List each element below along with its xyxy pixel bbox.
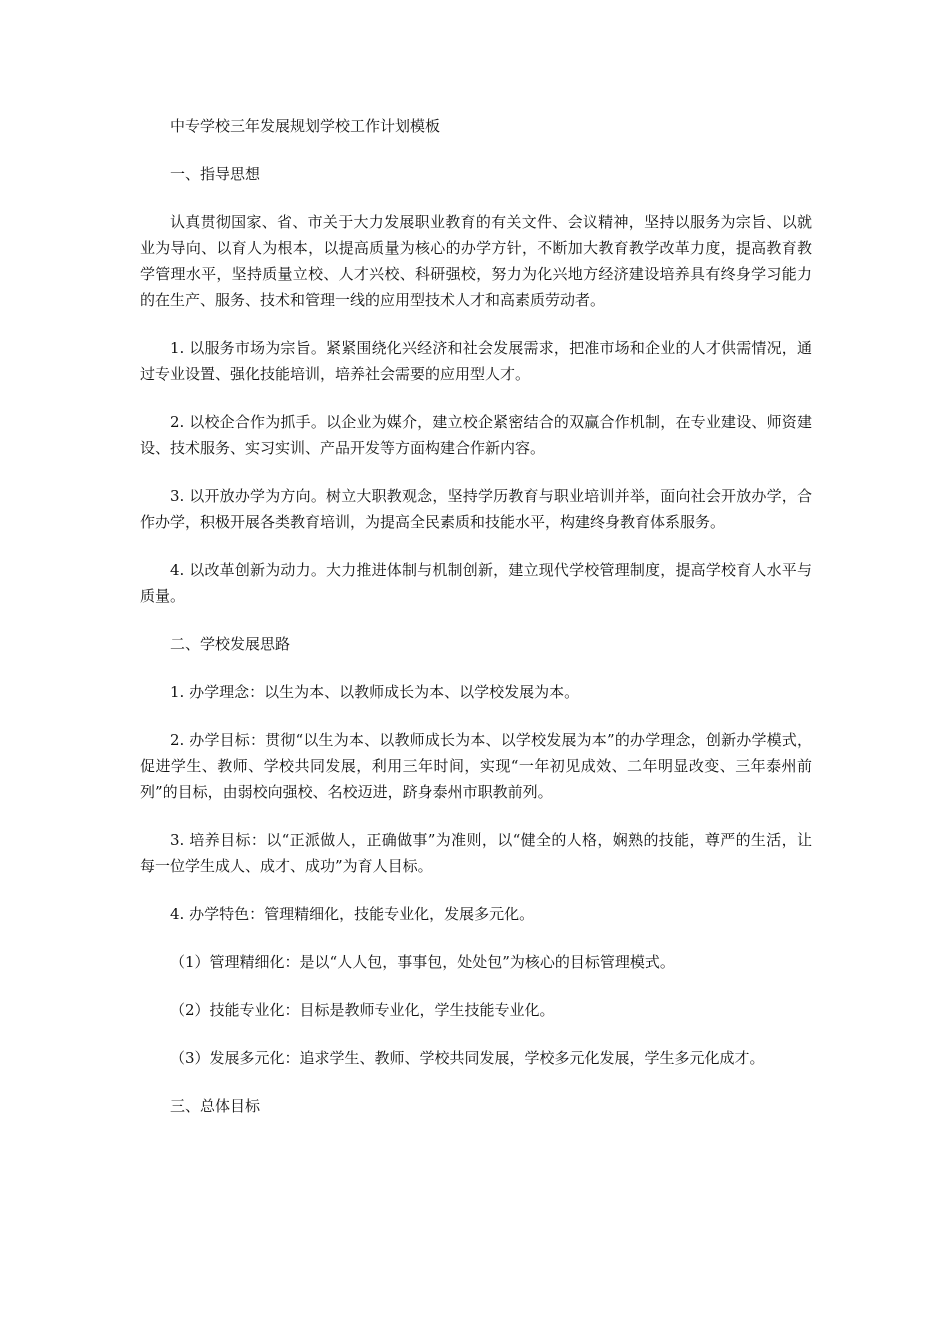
document-body: [140, 113, 812, 1141]
paragraph: 2. 以校企合作为抓手。以企业为媒介，建立校企紧密结合的双赢合作机制，在专业建设、师资建设、技术服务、实习实训、产品开发等方面构建合作新内容。: [140, 413, 812, 457]
paragraph: 3. 以开放办学为方向。树立大职教观念，坚持学历教育与职业培训并举，面向社会开放办学，合作办学，积极开展各类教育培训，为提高全民素质和技能水平，构建终身教育体系服务。: [140, 487, 812, 531]
section-heading-development-ideas: 二、学校发展思路: [170, 635, 291, 653]
paragraph: （2）技能专业化：目标是教师专业化，学生技能专业化。: [170, 1001, 555, 1019]
section-heading-overall-goals: 三、总体目标: [170, 1097, 261, 1115]
section-heading-guiding-thought: 一、指导思想: [170, 165, 261, 183]
paragraph: 4. 以改革创新为动力。大力推进体制与机制创新，建立现代学校管理制度，提高学校育人水平与质量。: [140, 561, 812, 605]
paragraph: 3. 培养目标：以“正派做人，正确做事”为准则，以“健全的人格，娴熟的技能，尊严的生活，让每一位学生成人、成才、成功”为育人目标。: [140, 831, 812, 875]
paragraph: 4. 办学特色：管理精细化，技能专业化，发展多元化。: [170, 905, 535, 923]
paragraph: （1）管理精细化：是以“人人包，事事包，处处包”为核心的目标管理模式。: [170, 953, 675, 971]
paragraph: 认真贯彻国家、省、市关于大力发展职业教育的有关文件、会议精神，坚持以服务为宗旨、以就业为导向、以育人为根本，以提高质量为核心的办学方针，不断加大教育教学改革力度，提高教育教学管理水平，坚持质量立校、人才兴校、科研强校，努力为化兴地方经济建设培养具有终身学习能力的在生产、服务、技术和管理一线的应用型技术人才和高素质劳动者。: [140, 213, 812, 309]
paragraph: 1. 以服务市场为宗旨。紧紧围绕化兴经济和社会发展需求，把准市场和企业的人才供需情况，通过专业设置、强化技能培训，培养社会需要的应用型人才。: [140, 339, 812, 383]
paragraph: （3）发展多元化：追求学生、教师、学校共同发展，学校多元化发展，学生多元化成才。: [170, 1049, 765, 1067]
paragraph: 1. 办学理念：以生为本、以教师成长为本、以学校发展为本。: [170, 683, 580, 701]
document-title: 中专学校三年发展规划学校工作计划模板: [170, 117, 441, 135]
paragraph: 2. 办学目标：贯彻“以生为本、以教师成长为本、以学校发展为本”的办学理念，创新办学模式，促进学生、教师、学校共同发展，利用三年时间，实现“一年初见成效、二年明显改变、三年泰州前列”的目标，由弱校向强校、名校迈进，跻身泰州市职教前列。: [140, 731, 812, 801]
